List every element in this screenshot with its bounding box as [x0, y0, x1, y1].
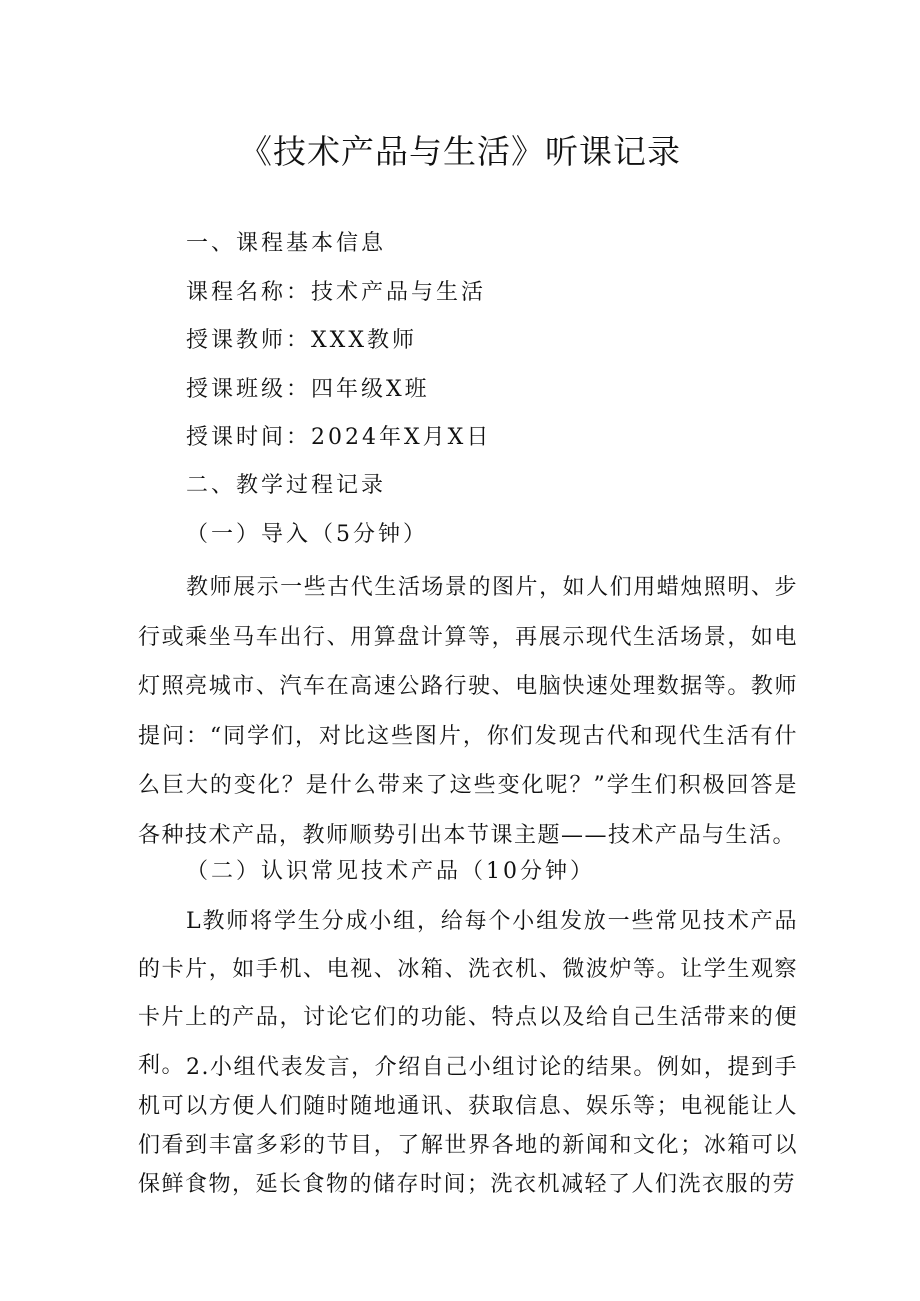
products-paragraph-1: L教师将学生分成小组，给每个小组发放一些常见技术产品的卡片，如手机、电视、冰箱、洗衣机、微波炉等。让学生观察卡片上的产品，讨论它们的功能、特点以及给自己生活带来的便利。 [138, 909, 798, 1078]
document-title: 《技术产品与生活》听课记录 [239, 132, 681, 171]
teacher-line: 授课教师：XXX教师 [186, 328, 417, 353]
products-paragraph-2: 2.小组代表发言，介绍自己小组讨论的结果。例如，提到手机可以方便人们随时随地通讯、获取信息、娱乐等；电视能让人们看到丰富多彩的节目，了解世界各地的新闻和文化；冰箱可以保鲜食物，延长食物的储存时间；洗衣机减轻了人们洗衣服的劳 [138, 1055, 798, 1197]
course-name-line: 课程名称：技术产品与生活 [186, 280, 487, 305]
time-line: 授课时间：2024年X月X日 [186, 425, 492, 450]
class-line: 授课班级：四年级X班 [186, 377, 430, 402]
section-heading-basic-info: 一、课程基本信息 [186, 231, 387, 256]
subsection-heading-intro: （一）导入（5分钟） [186, 522, 428, 547]
section-heading-teaching-process: 二、教学过程记录 [186, 473, 387, 498]
intro-paragraph: 教师展示一些古代生活场景的图片，如人们用蜡烛照明、步行或乘坐马车出行、用算盘计算等，再展示现代生活场景，如电灯照亮城市、汽车在高速公路行驶、电脑快速处理数据等。教师提问：“同学们，对比这些图片，你们发现古代和现代生活有什么巨大的变化？是什么带来了这些变化呢？”学生们积极回答是各种技术产品，教师顺势引出本节课主题——技术产品与生活。 [138, 575, 798, 848]
subsection-heading-products: （二）认识常见技术产品（10分钟） [186, 859, 595, 884]
